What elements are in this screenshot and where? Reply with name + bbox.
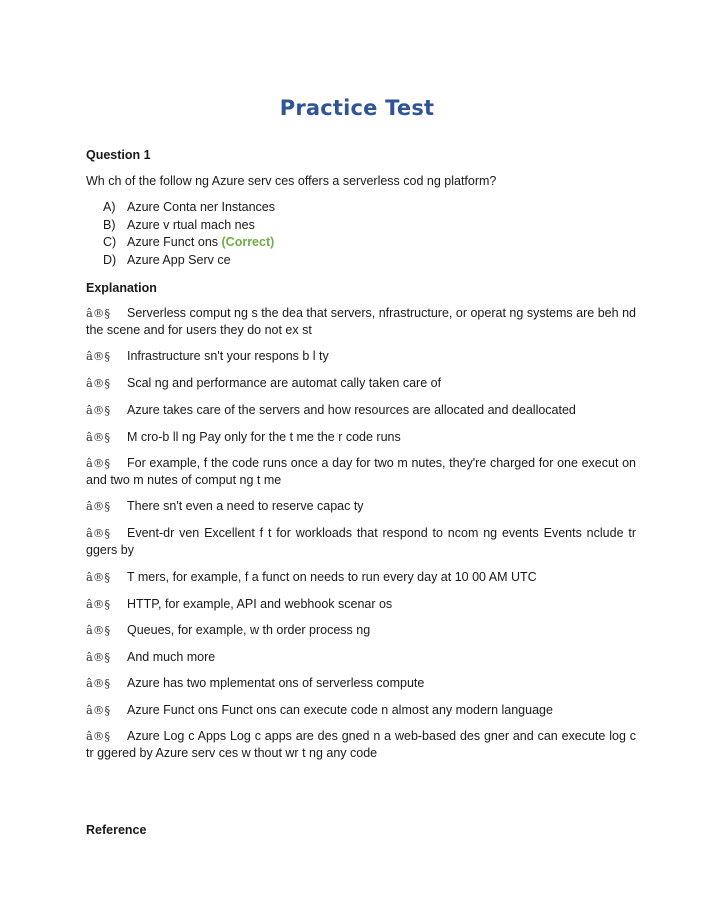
list-item-text: Azure has two mplementat ons of serverless compute: [127, 676, 425, 690]
list-item-text: For example, f the code runs once a day for two m nutes, they're charged for one execut on and two m nutes of comput ng t me: [86, 456, 636, 487]
list-item: [86, 402, 636, 419]
bullet-arrow-icon: â®§: [86, 676, 111, 690]
bullet-arrow-icon: â®§: [86, 349, 111, 363]
option-a: [103, 199, 275, 217]
explanation-label: Explanation: [86, 281, 157, 295]
bullet-arrow-icon: â®§: [86, 570, 111, 584]
list-item-text: And much more: [127, 650, 216, 664]
bullet-arrow-icon: â®§: [86, 526, 111, 540]
option-text: Azure Funct ons: [127, 235, 219, 249]
list-item-text: There sn't even a need to reserve capac ty: [127, 499, 364, 513]
list-item-text: Serverless comput ng s the dea that servers, nfrastructure, or operat ng systems are beh nd the scene and for users they do not ex st: [86, 306, 636, 337]
list-item: [86, 728, 636, 761]
list-item: [86, 675, 636, 692]
list-item-text: Azure Log c Apps Log c apps are des gned n a web-based des gner and can execute log c tr ggered by Azure serv ces w thout wr t ng any code: [86, 729, 636, 760]
bullet-arrow-icon: â®§: [86, 403, 111, 417]
option-letter: C): [103, 235, 117, 249]
bullet-arrow-icon: â®§: [86, 729, 111, 743]
list-item: [86, 525, 636, 558]
bullet-arrow-icon: â®§: [86, 650, 111, 664]
list-item: [86, 569, 636, 586]
list-item-text: Scal ng and performance are automat cally taken care of: [127, 376, 442, 390]
option-d: [103, 252, 275, 270]
list-item-text: HTTP, for example, API and webhook scenar os: [127, 597, 393, 611]
option-letter: A): [103, 200, 116, 214]
list-item: [86, 596, 636, 613]
reference-label: Reference: [86, 823, 147, 837]
list-item: [86, 702, 636, 719]
correct-tag: (Correct): [221, 235, 275, 249]
list-item: [86, 348, 636, 365]
bullet-arrow-icon: â®§: [86, 597, 111, 611]
bullet-arrow-icon: â®§: [86, 430, 111, 444]
option-letter: D): [103, 252, 117, 267]
list-item-text: Queues, for example, w th order process ng: [127, 623, 371, 637]
list-item-text: Azure takes care of the servers and how resources are allocated and deallocated: [127, 403, 576, 417]
page-title: Practice Test: [279, 96, 435, 120]
option-text: Azure Conta ner Instances: [127, 200, 275, 214]
bullet-arrow-icon: â®§: [86, 623, 111, 637]
list-item-text: M cro-b ll ng Pay only for the t me the r code runs: [127, 430, 401, 444]
option-text: Azure v rtual mach nes: [127, 217, 255, 232]
bullet-arrow-icon: â®§: [86, 499, 111, 513]
bullet-arrow-icon: â®§: [86, 306, 111, 320]
question-label: Question 1: [86, 148, 151, 162]
option-letter: B): [103, 217, 116, 232]
bullet-arrow-icon: â®§: [86, 703, 111, 717]
list-item-text: Infrastructure sn't your respons b l ty: [127, 349, 329, 363]
list-item-text: T mers, for example, f a funct on needs to run every day at 10 00 AM UTC: [127, 570, 537, 584]
list-item: [86, 429, 636, 446]
list-item: [86, 455, 636, 488]
list-item: [86, 305, 636, 338]
question-text: Wh ch of the follow ng Azure serv ces offers a serverless cod ng platform?: [86, 174, 497, 188]
option-c: [103, 234, 275, 252]
list-item: [86, 622, 636, 639]
list-item: [86, 649, 636, 666]
option-text: Azure App Serv ce: [127, 252, 231, 267]
option-b: [103, 217, 275, 235]
list-item-text: Azure Funct ons Funct ons can execute code n almost any modern language: [127, 703, 553, 717]
list-item: [86, 498, 636, 515]
answer-options: [103, 199, 275, 269]
bullet-arrow-icon: â®§: [86, 376, 111, 390]
list-item-text: Event-dr ven Excellent f t for workloads that respond to ncom ng events Events nclude tr ggers by: [86, 526, 636, 557]
list-item: [86, 375, 636, 392]
bullet-arrow-icon: â®§: [86, 456, 111, 470]
